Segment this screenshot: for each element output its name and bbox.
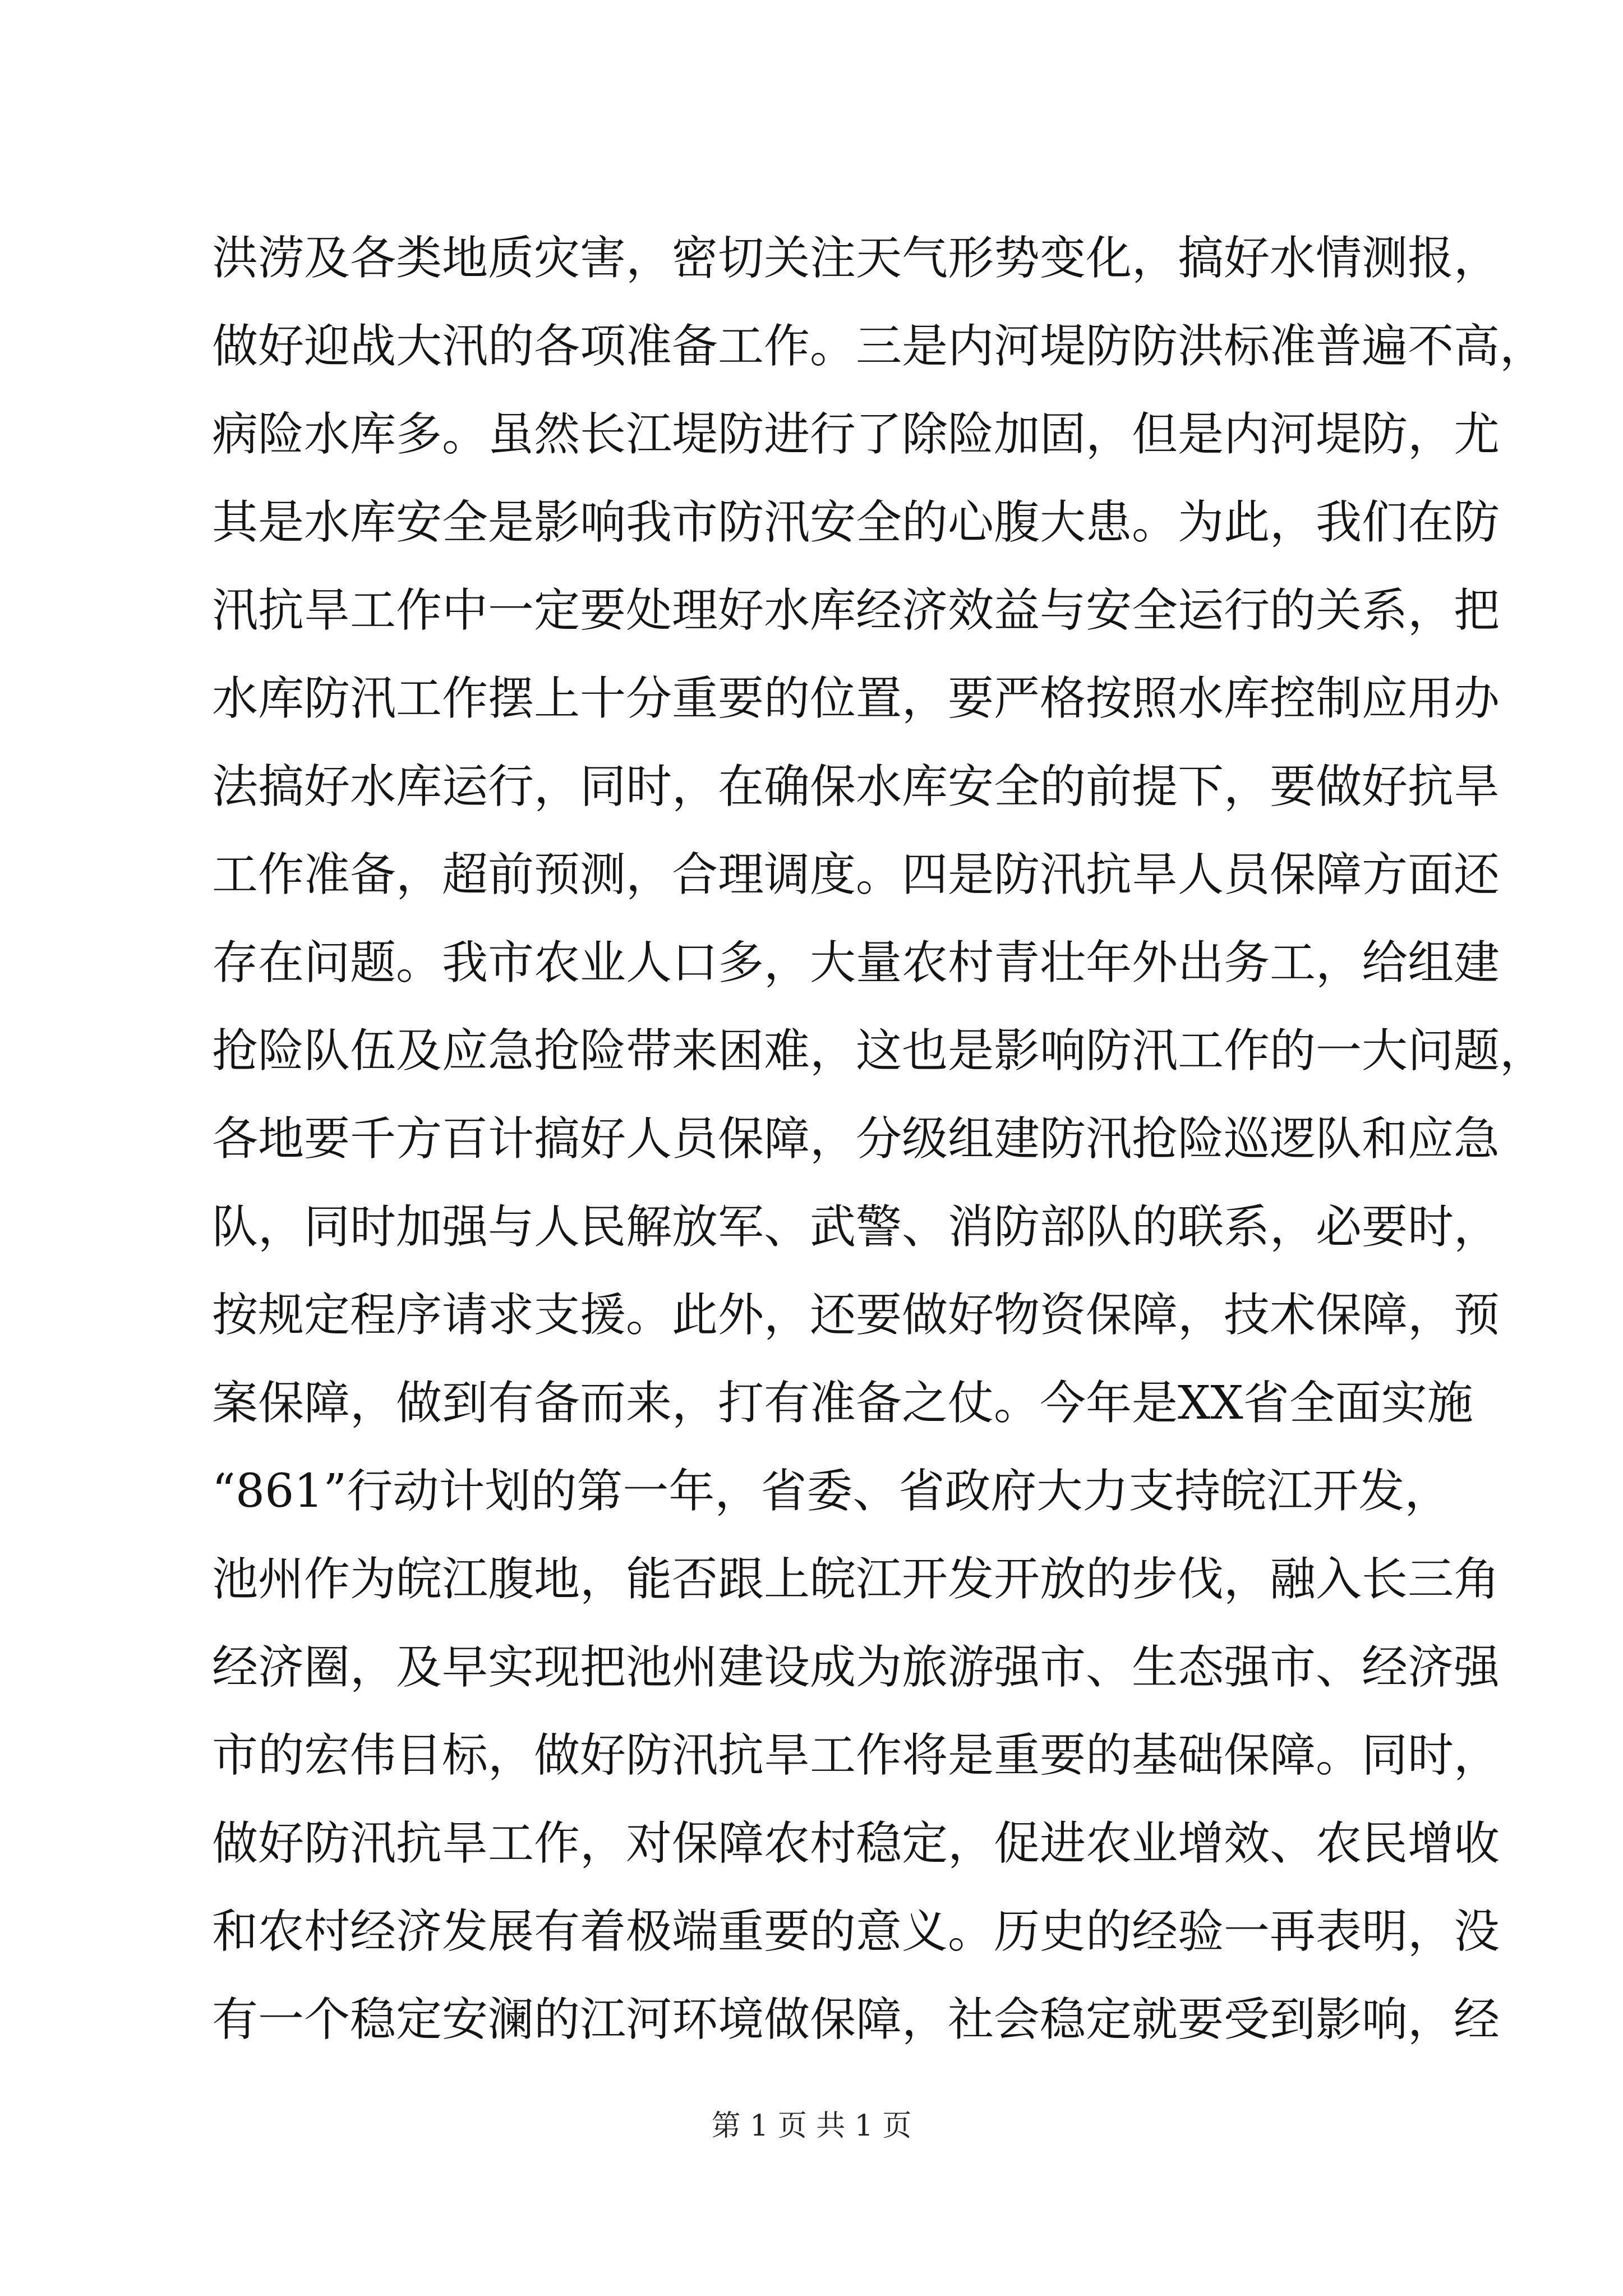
text-line: 抢险队伍及应急抢险带来困难，这也是影响防汛工作的一大问题，	[212, 1024, 1546, 1078]
text-line: 和农村经济发展有着极端重要的意义。历史的经验一再表明，没	[212, 1905, 1500, 1958]
text-line: 市的宏伟目标，做好防汛抗旱工作将是重要的基础保障。同时，	[212, 1729, 1500, 1782]
text-line: 洪涝及各类地质灾害，密切关注天气形势变化，搞好水情测报，	[212, 232, 1500, 285]
text-line: 有一个稳定安澜的江河环境做保障，社会稳定就要受到影响，经	[212, 1993, 1500, 2046]
text-line: 水库防汛工作摆上十分重要的位置，要严格按照水库控制应用办	[212, 672, 1500, 725]
text-line: 汛抗旱工作中一定要处理好水库经济效益与安全运行的关系，把	[212, 584, 1500, 637]
text-line: 做好防汛抗旱工作，对保障农村稳定，促进农业增效、农民增收	[212, 1817, 1500, 1870]
text-line: 队，同时加强与人民解放军、武警、消防部队的联系，必要时，	[212, 1200, 1500, 1254]
text-line: 病险水库多。虽然长江堤防进行了除险加固，但是内河堤防，尤	[212, 408, 1500, 461]
text-line: 做好迎战大汛的各项准备工作。三是内河堤防防洪标准普遍不高，	[212, 320, 1546, 373]
page-number-footer: 第 1 页 共 1 页	[711, 2109, 912, 2143]
text-line: 法搞好水库运行，同时，在确保水库安全的前提下，要做好抗旱	[212, 760, 1500, 813]
text-line: 池州作为皖江腹地，能否跟上皖江开发开放的步伐，融入长三角	[212, 1553, 1500, 1606]
text-line: 按规定程序请求支援。此外，还要做好物资保障，技术保障，预	[212, 1289, 1500, 1342]
text-line: 工作准备，超前预测，合理调度。四是防汛抗旱人员保障方面还	[212, 848, 1500, 901]
text-line: 经济圈，及早实现把池州建设成为旅游强市、生态强市、经济强	[212, 1641, 1500, 1694]
text-line: 其是水库安全是影响我市防汛安全的心腹大患。为此，我们在防	[212, 496, 1500, 549]
text-line: 案保障，做到有备而来，打有准备之仗。今年是XX省全面实施	[212, 1377, 1473, 1430]
text-line: 存在问题。我市农业人口多，大量农村青壮年外出务工，给组建	[212, 936, 1500, 990]
text-line: “861”行动计划的第一年，省委、省政府大力支持皖江开发，	[212, 1465, 1451, 1518]
text-line: 各地要千方百计搞好人员保障，分级组建防汛抢险巡逻队和应急	[212, 1112, 1500, 1166]
document-body	[212, 214, 1546, 2064]
